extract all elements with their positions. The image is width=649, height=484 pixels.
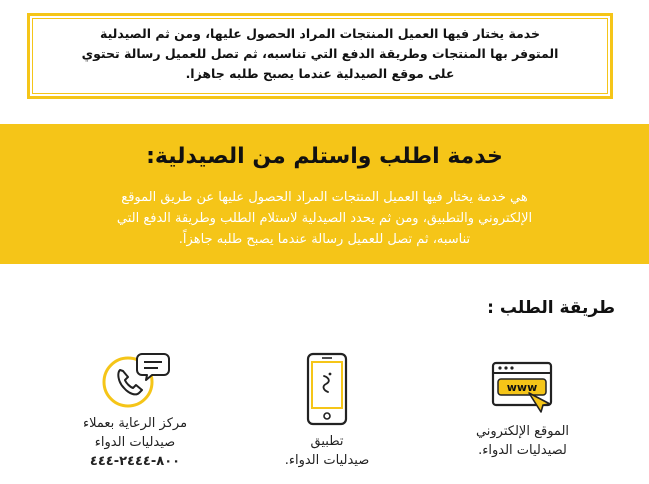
app-line-1: تطبيق [310,434,344,449]
order-method-title: طريقة الطلب : [487,298,615,318]
call-line-2: صيدليات الدواء [94,435,176,450]
www-icon-text: www [506,381,537,394]
option-app-label [262,432,392,470]
notice-line-2: المتوفر بها المنتجات وطريقة الدفع التي تناسبه، ثم تصل للعميل رسالة تحتوي [81,46,559,61]
option-website[interactable] [460,360,585,460]
option-call-label [55,414,215,471]
notice-line-3: على موقع الصيدلية عندما يصبح طلبه جاهزا. [185,66,455,81]
banner-line-3: تناسبه، ثم تصل للعميل رسالة عندما يصبح طلبه جاهزاً. [178,232,471,247]
app-line-2: صيدليات الدواء. [284,453,370,468]
browser-www-icon [460,360,585,416]
mobile-phone-icon [262,352,392,426]
call-center-phone-number[interactable]: ٨٠٠-٢٤٤٤-٤٤٤ [89,454,181,469]
website-line-2: لصيدليات الدواء. [478,443,567,458]
notice-box [27,13,613,99]
option-call-center[interactable] [55,350,215,471]
banner-description [40,187,609,250]
option-website-label [460,422,585,460]
banner-title: خدمة اطلب واستلم من الصيدلية: [146,144,503,169]
phone-chat-icon [55,350,215,408]
banner-line-1: هي خدمة يختار فيها العميل المنتجات المراد الحصول عليها عن طريق الموقع [121,190,528,205]
website-line-1: الموقع الإلكتروني [475,424,570,439]
banner-line-2: الإلكتروني والتطبيق، ومن ثم يحدد الصيدلية لاستلام الطلب وطريقة الدفع التي [116,211,533,226]
notice-line-1: خدمة يختار فيها العميل المنتجات المراد الحصول عليها، ومن ثم الصيدلية [99,26,540,41]
option-app[interactable] [262,352,392,470]
call-line-1: مركز الرعاية بعملاء [82,416,188,431]
service-banner [0,124,649,264]
